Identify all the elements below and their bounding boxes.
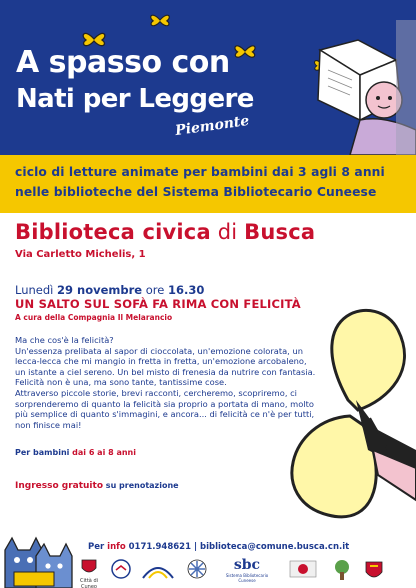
company-credit: [15, 313, 172, 322]
subbrand-piemonte: Piemonte: [174, 112, 251, 140]
company-prefix: A cura della Compagnia: [15, 313, 118, 322]
contact-prefix: Per: [88, 542, 108, 552]
event-date: [15, 283, 204, 297]
library-name-bold-2: Busca: [244, 220, 316, 244]
header-banner: [0, 0, 416, 155]
butterfly-small-2-icon: [148, 10, 172, 30]
cats-reading-illustration: [0, 520, 75, 588]
description-line: Felicità non è una, ma sono tante, tantissime cose.: [15, 377, 227, 388]
sbc-caption: Sistema Bibliotecario Cuneese: [225, 573, 269, 583]
entry-label: Ingresso gratuito: [15, 481, 104, 491]
child-reading-illustration: [300, 20, 416, 155]
sponsor-logos: [75, 556, 416, 586]
library-name-connector: di: [210, 220, 245, 244]
butterfly-small-3-icon: [232, 40, 258, 62]
audience-age: [15, 448, 136, 457]
description-line: Un'essenza prelibata al sapor di cioccolata, un'emozione colorata, un: [15, 345, 303, 356]
description-line: un istante a ciel sereno. Un bel misto di frenesia da nutrire con fantasia.: [15, 366, 316, 377]
coat-of-arms-icon: [80, 558, 98, 576]
npl-icon: [110, 558, 132, 580]
sponsor-logo-4: [183, 558, 211, 582]
event-description: [15, 335, 360, 430]
audience-range: dai 6 ai 8 anni: [72, 448, 136, 457]
description-line: Ma che cos'è la felicità?: [15, 335, 114, 345]
city-of-cuneo-logo: [77, 558, 101, 588]
description-line: sorprenderemo di quanto la felicità sia proprio a portata di mano, molto: [15, 398, 314, 409]
description-line: più semplice di quanto s'immagini, e ancora... di felicità ce n'è per tutti,: [15, 409, 315, 420]
time-value: 16.30: [168, 283, 205, 297]
crest-icon: [364, 558, 384, 582]
series-line-1: ciclo di letture animate per bambini dai 3 agli 8 anni: [15, 165, 385, 179]
entry-note: su prenotazione: [103, 481, 179, 490]
title-line-2: Nati per Leggere: [16, 84, 254, 114]
title-line-1: A spasso con: [16, 45, 230, 80]
library-name-bold-1: Biblioteca civica: [15, 220, 211, 244]
emblem-icon: [286, 558, 320, 580]
description-line: Attraverso piccole storie, brevi racconti, cercheremo, scopriremo, ci: [15, 387, 297, 398]
series-band: [0, 155, 416, 213]
sponsor-logo-8: [361, 558, 387, 584]
sbc-wordmark: sbc: [233, 557, 261, 573]
library-name: [15, 220, 315, 244]
date-prefix: Lunedì: [15, 283, 58, 297]
arc-logo-icon: [141, 558, 175, 580]
entry-info: [15, 481, 179, 491]
series-line-2: nelle biblioteche del Sistema Bibliotecario Cuneese: [15, 185, 377, 199]
sbc-logo: [217, 558, 277, 583]
company-name: Il Melarancio: [117, 313, 173, 322]
description-line: lecca-lecca che mi mangio in fretta in fretta, un'emozione arcobaleno,: [15, 356, 307, 367]
tree-logo-icon: [331, 558, 353, 582]
date-value: 29 novembre: [57, 283, 143, 297]
show-title: UN SALTO SUL SOFÀ FA RIMA CON FELICITÀ: [15, 297, 301, 311]
city-of-cuneo-caption: Città di Cuneo: [79, 578, 99, 588]
nati-per-leggere-logo: [109, 558, 133, 582]
library-address: Via Carletto Michelis, 1: [15, 249, 146, 260]
description-line: non finisce mai!: [15, 419, 82, 430]
sponsor-logo-7: [329, 558, 355, 584]
sponsor-logo-3: [140, 558, 176, 582]
audience-prefix: Per bambini: [15, 448, 73, 457]
time-prefix: ore: [142, 283, 168, 297]
contact-line: [88, 542, 349, 552]
contact-details: 0171.948621 | biblioteca@comune.busca.cn.it: [125, 542, 350, 552]
sponsor-logo-6: [285, 558, 321, 582]
contact-info-label: info: [107, 542, 126, 552]
star-logo-icon: [184, 558, 210, 580]
